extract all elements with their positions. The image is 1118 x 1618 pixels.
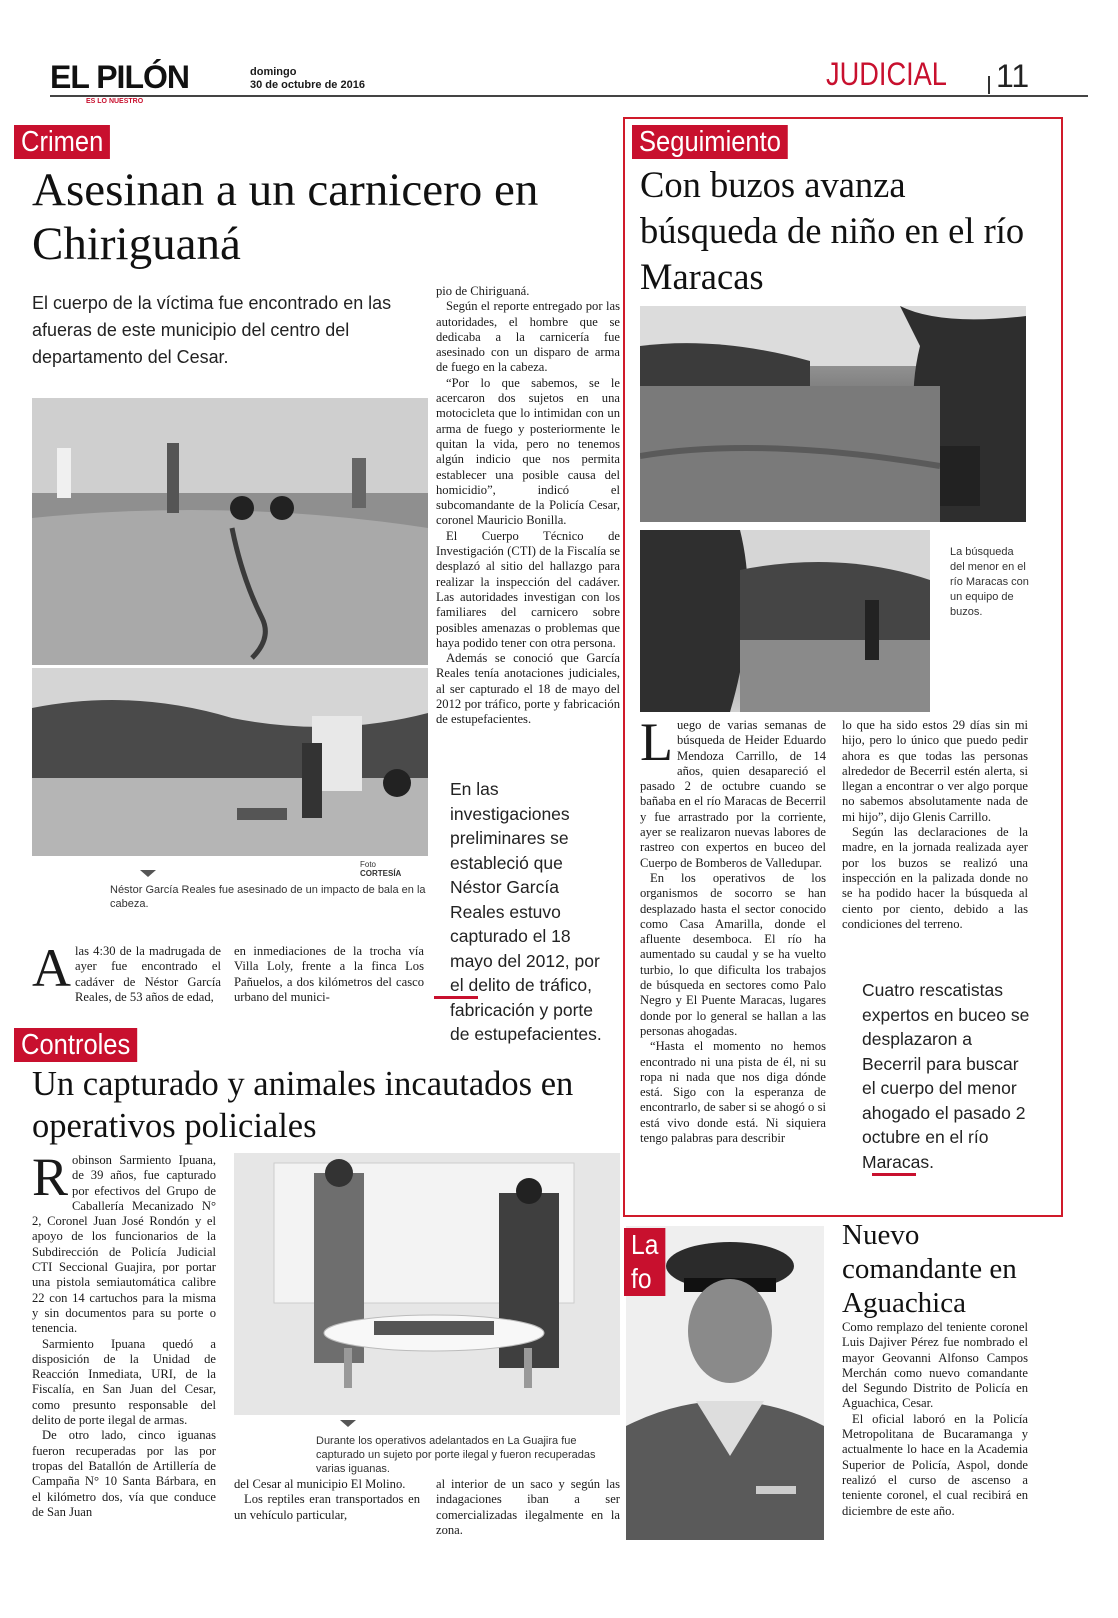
capture-photo-graphic <box>234 1153 620 1415</box>
page-number-divider <box>988 76 990 94</box>
river-photo-graphic <box>640 306 1026 522</box>
photo-river-1 <box>640 306 1026 522</box>
headline-seguimiento: Con buzos avanza búsqueda de niño en el río Maracas <box>640 164 1025 297</box>
photo-crime-scene-2 <box>32 668 428 856</box>
body-seguimiento-col1: L uego de varias semanas de búsqueda de Heider Eduardo Mendoza Carrillo, de 14 años, quien desapareció el pasado 2 de octubre cuando se bañaba en el río Maracas de Becerril y fue arrastrado por la corriente, ayer se realizaron nuevas labores de rastreo con expertos en buceo del Cuerpo de Bomberos de Valledupar. En los operativos de los organismos de socorro se han desplazado hasta el sector conocido como Casa Amarilla, donde el afluente desemboca. El río ha aumentado su caudal y se ha vuelto turbio, lo que dificulta los trabajos de búsqueda en sectores como Palo Negro y El Puente Maracas, lugares donde por lo general se hallan a las personas ahogadas. “Hasta el momento no hemos encontrado ni una pista de él, ni su ropa ni nada que nos diga dónde está. Sigo con la esperanza de encontrarlo, de saber si se ahogó o si está vivo donde está. Ni siquiera tengo palabras para describir <box>640 712 826 1146</box>
logo-tagline: ES LO NUESTRO <box>86 98 144 105</box>
caption-controles-marker <box>340 1420 356 1427</box>
photo-capture <box>234 1153 620 1415</box>
masthead <box>0 0 1118 105</box>
kicker-controles: Controles <box>14 1028 154 1062</box>
photo-crime-scene-1 <box>32 398 428 665</box>
caption-marker <box>140 870 156 877</box>
caption-seguimiento: La búsqueda del menor en el río Maracas con un equipo de buzos. <box>950 546 1029 618</box>
dropcap-controles: R <box>32 1147 69 1207</box>
section-name: JUDICIAL <box>826 56 947 92</box>
photo-river-2 <box>640 530 930 712</box>
pullquote-seguimiento: Cuatro rescatistas expertos en buceo se desplazaron a Becerril para buscar el cuerpo del menor ahogado el pasado 2 octubre en el río Maracas. <box>862 980 1030 1172</box>
issue-day: domingo <box>250 66 297 78</box>
dropcap-crimen: A <box>32 938 71 998</box>
headline-crimen: Asesinan a un carnicero en Chiriguaná <box>32 164 539 270</box>
river-photo-graphic-2 <box>640 530 930 712</box>
body-seguimiento-col2: lo que ha sido estos 29 días sin mi hijo, pero lo único que puedo pedir ahora es que todas las personas alrededor de Becerril estén alerta, si llegan a encontrar o ver algo porque no sabemos absolutamente nada de mi hijo”, dijo Glenis Carrillo. Según las declaraciones de la madre, en la jornada realizada ayer por los buzos se realizó una inspección en la palizada donde no se ha podido hacer la búsqueda al ciento por ciento, debido a las condiciones del terreno. <box>842 718 1028 931</box>
body-comandante: Como remplazo del teniente coronel Luis Dajiver Pérez fue nombrado el mayor Geovanni Alfonso Campos Merchán como nuevo comandante del Segundo Distrito de Policía en Aguachica, Cesar. El oficial laboró en la Policía Metropolitana de Bucaramanga y actualmente lo hace en la Academia Superior de Policía, Aspol, donde realizó el curso de ascenso a teniente coronel, el cual recibirá en diciembre de este año. <box>842 1320 1028 1518</box>
pullquote-seguimiento-underline <box>872 1173 916 1176</box>
pullquote-crimen: En las investigaciones preliminares se estableció que Néstor García Reales estuvo capturado el 18 mayo del 2012, por el delito de tráfico, fabricación y porte de estupefacientes. <box>450 779 602 1044</box>
deck-crimen: El cuerpo de la víctima fue encontrado en las afueras de este municipio del centro del departamento del Cesar. <box>32 292 392 367</box>
kicker-seguimiento: Seguimiento <box>632 125 809 159</box>
body-controles-col3: al interior de un saco y según las indagaciones iban a ser comercializadas ilegalmente en la zona. <box>436 1477 620 1537</box>
kicker-crimen: Crimen <box>14 125 123 159</box>
body-controles-col1: R obinson Sarmiento Ipuana, de 39 años, fue capturado por efectivos del Grupo de Caballería Mecanizado N° 2, Coronel Juan José Rondón y el apoyo de los funcionarios de la Subdirección de Policía Judicial CTI Seccional Guajira, por portar una pistola semiautomática calibre 22 con 14 cartuchos para la misma y sin documentos para su porte o tenencia. Sarmiento Ipuana quedó a disposición de la Unidad de Reacción Inmediata, URI, de la Fiscalía, en San Juan del Cesar, como presunto responsable del delito de porte ilegal de armas. De otro lado, cinco iguanas fueron recuperadas por las por tropas del Batallón de Artillería de Campaña N° 10 Santa Bárbara, en el kilómetro dos, vía que conduce de San Juan <box>32 1147 216 1519</box>
crime-scene-photo-graphic <box>32 398 428 665</box>
masthead-rule <box>50 95 1088 97</box>
caption-controles: Durante los operativos adelantados en La Guajira fue capturado un sujeto por porte ilegal y fueron recuperadas varias iguanas. <box>316 1435 596 1475</box>
logo: EL PILÓN <box>50 59 189 95</box>
crime-scene-photo-graphic-2 <box>32 668 428 856</box>
photo-credit: Foto CORTESÍA <box>360 860 402 878</box>
headline-controles: Un capturado y animales incautados en operativos policiales <box>32 1065 574 1145</box>
body-crimen-col3: pio de Chiriguaná. Según el reporte entregado por las autoridades, el hombre que se dedicaba a la carnicería fue asesinado con un disparo de arma de fuego en la cabeza. “Por lo que sabemos, se le acercaron dos sujetos en una motocicleta que lo intimidan con un arma de fuego y posteriormente le quitan la vida, pero no tenemos algún indicio que nos permita establecer una posible causa del homicidio”, indicó el subcomandante de la Policía Cesar, coronel Mauricio Bonilla. El Cuerpo Técnico de Investigación (CTI) de la Fiscalía se desplazó al sitio del hallazgo para realizar la inspección del cadáver. Las autoridades investigan con los familiares del carnicero sobre posibles amenazas o problemas que haya podido tener con otra persona. Además se conoció que García Reales tenía anotaciones judiciales, al ser capturado el 18 de mayo del 2012 por tráfico, porte y fabricación de estupefacientes. <box>436 284 620 727</box>
dropcap-seguimiento: L <box>640 712 673 772</box>
kicker-la-foto: La fo <box>624 1228 671 1296</box>
body-crimen-col2: en inmediaciones de la trocha vía Villa Loly, frente a la finca Los Pañuelos, a dos kilómetros del casco urbano del munici- <box>234 944 424 1004</box>
body-controles-col2: del Cesar al municipio El Molino. Los reptiles eran transportados en un vehículo particular, <box>234 1477 420 1522</box>
issue-date: 30 de octubre de 2016 <box>250 79 365 91</box>
caption-crimen: Néstor García Reales fue asesinado de un impacto de bala en la cabeza. <box>110 884 426 910</box>
page-number: 11 <box>996 58 1030 94</box>
pullquote-crimen-underline <box>434 996 478 999</box>
body-crimen-col1: A las 4:30 de la madrugada de ayer fue encontrado el cadáver de Néstor García Reales, de 53 años de edad, <box>32 938 221 1004</box>
headline-comandante: Nuevo comandante en Aguachica <box>842 1219 1017 1319</box>
